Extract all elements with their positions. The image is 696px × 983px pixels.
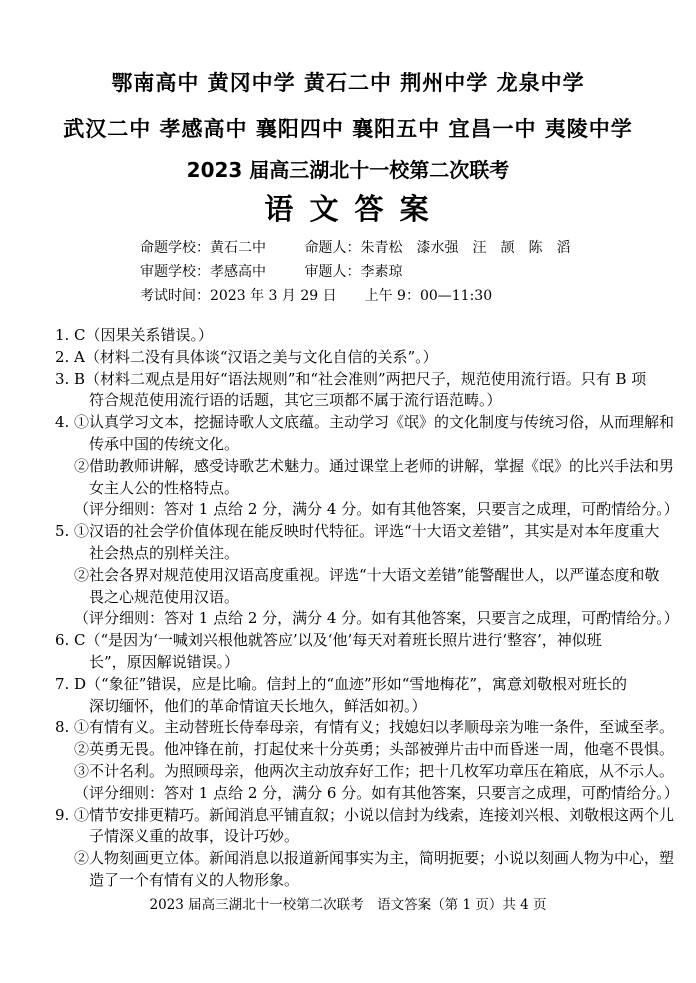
answer-line: A（材料二没有具体谈“汉语之美与文化自信的关系”。） [74,347,438,366]
answer-item-7 [55,674,648,718]
answer-scoring-rule: （评分细则：答对 1 点给 2 分，满分 4 分。如有其他答案，只要言之成理，可酌情给分。） [74,609,679,628]
setter-school: 命题学校：黄石二中 [140,240,266,256]
answer-number: 1. [55,326,70,344]
answer-line: 女主人公的性格特点。 [89,478,240,497]
answer-line: 符合规范使用流行语的话题，其它三项都不属于流行语范畴。） [89,391,502,410]
answer-content [74,717,679,804]
answer-line: 传承中国的传统文化。 [89,434,240,453]
answer-content [74,325,648,347]
answer-line: ①情节安排更精巧。新闻消息平铺直叙；小说以信封为线索，连接刘兴根、刘敬根这两个儿 [74,805,675,824]
answer-line: ①认真学习文本，挖掘诗歌人文底蕴。主动学习《氓》的文化制度与传统习俗，从而理解和 [74,413,675,432]
answer-number: 2. [55,347,70,366]
answers-list [55,325,679,892]
reviewer-school: 审题学校：孝感高中 [140,264,266,280]
page-header [0,0,696,224]
meta-row-reviewer [140,260,696,284]
answer-number: 8. [55,718,70,737]
answer-line: D（“象征”错误，应是比喻。信封上的“血迹”形如“雪地梅花”，寓意刘敬根对班长的 [74,674,628,693]
exam-name: 2023 届高三湖北十一校第二次联考 [186,158,510,182]
page-title: 语 文 答 案 [264,192,432,226]
answer-number: 3. [55,369,70,388]
answer-line: 深切缅怀，他们的革命情谊天长地久，鲜活如初。） [89,696,427,715]
answer-line: 社会热点的别样关注。 [89,543,240,562]
answer-content [74,412,679,521]
setter-people: 命题人：朱青松 漆水强 汪 颉 陈 滔 [304,240,571,256]
answer-line: ②社会各界对规范使用汉语高度重视。评选“十大语文差错”能警醒世人，以严谨态度和敬 [74,565,660,584]
answer-line: ②人物刻画更立体。新闻消息以报道新闻事实为主，简明扼要；小说以刻画人物为中心，塑 [74,849,675,868]
answer-line: B（材料二观点是用好“语法规则”和“社会准则”两把尺子，规范使用流行语。只有 B 项 [74,369,647,388]
answer-line: ①有情有义。主动替班长侍奉母亲，有情有义；找媳妇以孝顺母亲为唯一条件，至诚至孝。 [74,718,675,737]
answer-item-6 [55,630,648,674]
answer-content [74,369,648,413]
answer-content [74,347,648,369]
exam-meta [140,236,696,308]
answer-item-9 [55,805,675,892]
answer-line: ③不计名利。为照顾母亲，他两次主动放弃好工作；把十几枚军功章压在箱底，从不示人。 [74,761,675,780]
schools-line-1: 鄂南高中 黄冈中学 黄石二中 荆州中学 龙泉中学 [111,71,585,95]
answer-number: 5. [55,522,70,541]
answer-content [74,521,679,630]
answer-line: C（“是因为‘一喊刘兴根他就答应’以及‘他’每天对着班长照片进行‘整容’，神似班 [74,631,602,650]
answer-item-1 [55,325,648,347]
answer-line: ②借助教师讲解，感受诗歌艺术魅力。通过课堂上老师的讲解，掌握《氓》的比兴手法和男 [74,456,675,475]
meta-row-exam-time: 考试时间：2023 年 3 月 29 日 上午 9：00—11:30 [140,288,493,304]
answer-line: ①汉语的社会学价值体现在能反映时代特征。评选“十大语文差错”，其实是对本年度重大 [74,522,660,541]
answer-content [74,805,675,892]
reviewer-people: 审题人：李素琼 [304,264,403,280]
answer-scoring-rule: （评分细则：答对 1 点给 2 分，满分 4 分。如有其他答案，只要言之成理，可酌情给分。） [74,500,679,519]
answer-item-2 [55,347,648,369]
meta-row-setter [140,236,696,260]
answer-content [74,630,648,674]
answer-number: 4. [55,413,70,432]
page-footer: 2023 届高三湖北十一校第二次联考 语文答案（第 1 页）共 4 页 [149,897,547,913]
answer-number: 6. [55,631,70,650]
answer-line: 长”，原因解说错误。） [89,652,240,671]
answer-number: 7. [55,674,70,693]
answer-line: C（因果关系错误。） [74,326,213,344]
answer-item-3 [55,369,648,413]
answer-number: 9. [55,805,70,824]
answer-line: 畏之心规范使用汉语。 [89,587,240,606]
answer-line: 造了一个有情有义的人物形象。 [89,870,300,889]
answer-item-4 [55,412,679,521]
answer-line: ②英勇无畏。他冲锋在前，打起仗来十分英勇；头部被弹片击中而昏迷一周，他毫不畏惧。 [74,740,675,759]
answer-line: 子情深义重的故事，设计巧妙。 [89,827,300,846]
answer-content [74,674,648,718]
answer-scoring-rule: （评分细则：答对 1 点给 2 分，满分 6 分。如有其他答案，只要言之成理，可酌情给分。） [74,783,679,802]
answer-item-5 [55,521,679,630]
schools-line-2: 武汉二中 孝感高中 襄阳四中 襄阳五中 宜昌一中 夷陵中学 [63,117,633,141]
answer-item-8 [55,717,679,804]
